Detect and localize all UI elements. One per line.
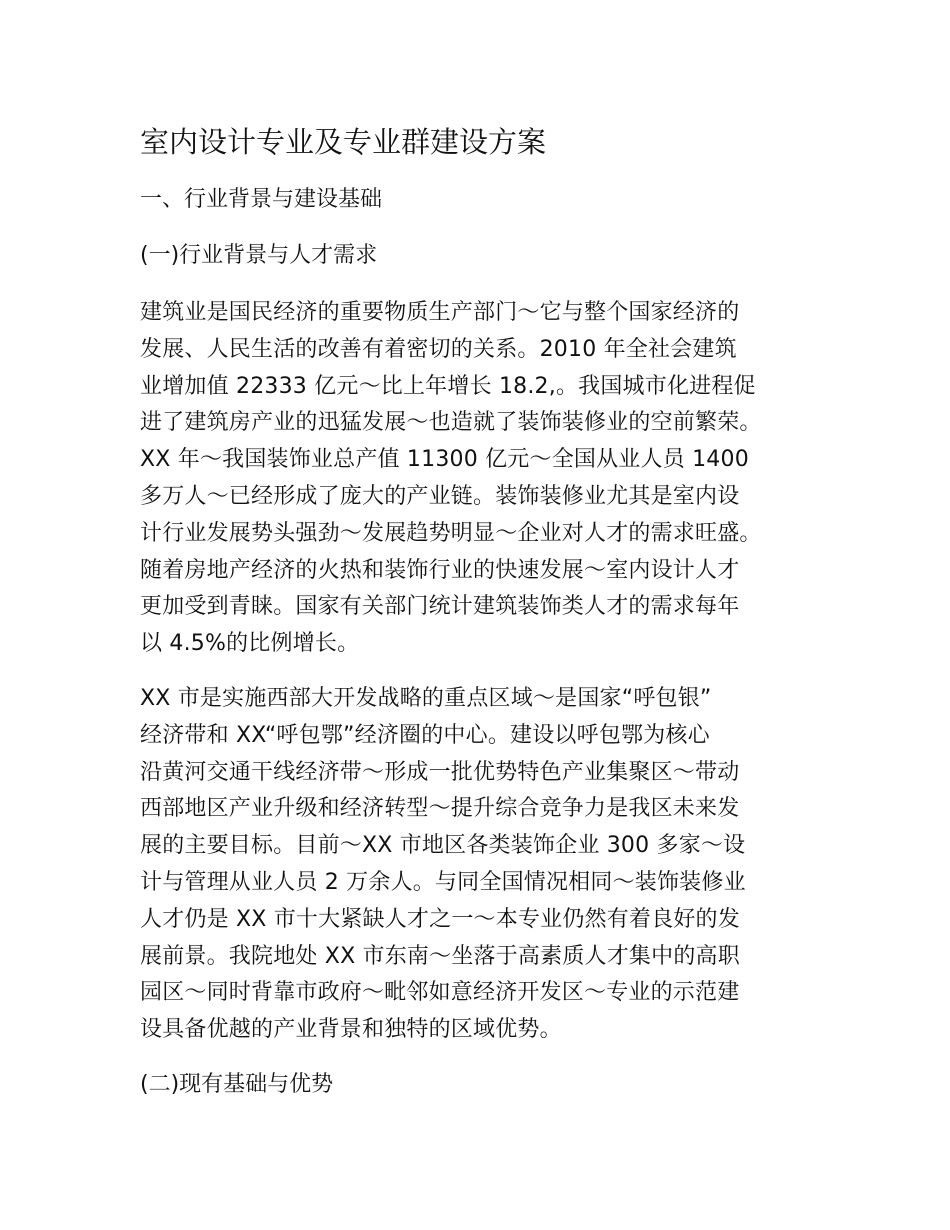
paragraph-line: 业增加值 22333 亿元～比上年增长 18.2,。我国城市化进程促 [140,373,756,399]
paragraph-line: 建筑业是国民经济的重要物质生产部门～它与整个国家经济的 [140,300,740,325]
paragraph-line: 多万人～已经形成了庞大的产业链。装饰装修业尤其是室内设 [140,483,740,509]
paragraph-line: 以 4.5%的比例增长。 [140,631,360,657]
paragraph-line: XX 市是实施西部大开发战略的重点区域～是国家“呼包银” [140,686,712,711]
paragraph-line: 展前景。我院地处 XX 市东南～坐落于高素质人才集中的高职 [140,943,740,969]
paragraph-line: 进了建筑房产业的迅猛发展～也造就了装饰装修业的空前繁荣。 [140,410,762,436]
subsection-heading-existing-foundation: (二)现有基础与优势 [140,1072,334,1097]
paragraph-line: 展的主要目标。目前～XX 市地区各类装饰企业 300 多家～设 [140,833,746,859]
paragraph-line: 计行业发展势头强劲～发展趋势明显～企业对人才的需求旺盛。 [140,520,762,546]
paragraph-line: 发展、人民生活的改善有着密切的关系。2010 年全社会建筑 [140,336,737,362]
paragraph-line: XX 年～我国装饰业总产值 11300 亿元～全国从业人员 1400 [140,447,749,473]
paragraph-line: 西部地区产业升级和经济转型～提升综合竞争力是我区未来发 [140,796,740,822]
paragraph-construction-industry [140,295,820,663]
paragraph-line: 计与管理从业人员 2 万余人。与同全国情况相同～装饰装修业 [140,869,746,895]
paragraph-line: 沿黄河交通干线经济带～形成一批优势特色产业集聚区～带动 [140,759,740,785]
paragraph-line: 更加受到青睐。国家有关部门统计建筑装饰类人才的需求每年 [140,594,740,620]
subsection-heading-talent-demand: (一)行业背景与人才需求 [140,243,378,268]
document-title: 室内设计专业及专业群建设方案 [140,125,547,159]
paragraph-line: 随着房地产经济的火热和装饰行业的快速发展～室内设计人才 [140,557,740,583]
paragraph-line: 人才仍是 XX 市十大紧缺人才之一～本专业仍然有着良好的发 [140,906,740,932]
paragraph-regional-advantage [140,681,820,1049]
paragraph-line: 园区～同时背靠市政府～毗邻如意经济开发区～专业的示范建 [140,980,740,1006]
paragraph-line: 设具备优越的产业背景和独特的区域优势。 [140,1017,562,1043]
paragraph-line: 经济带和 XX“呼包鄂”经济圈的中心。建设以呼包鄂为核心 [140,722,710,748]
section-heading-industry-background: 一、行业背景与建设基础 [140,187,383,212]
